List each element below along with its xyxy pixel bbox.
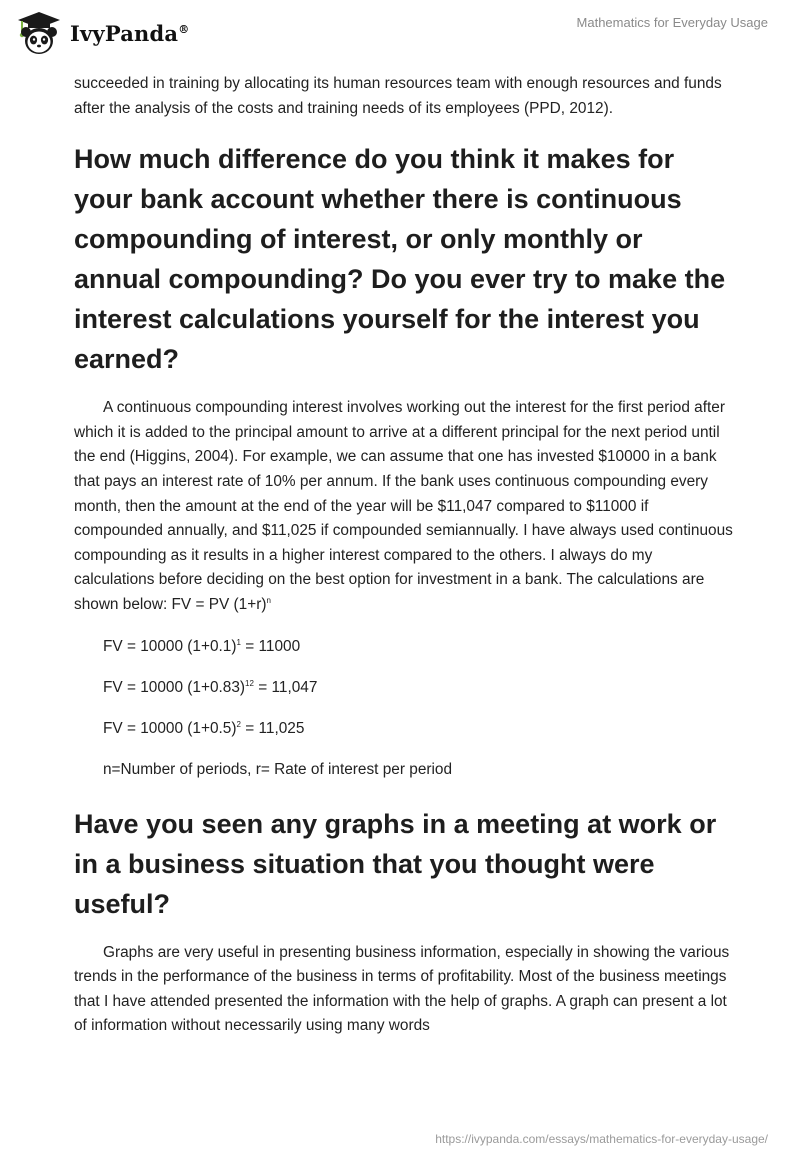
- graphs-paragraph: Graphs are very useful in presenting business information, especially in showing the various trends in the performance of the business in terms of profitability. Most of the business meetings that I have attended presented the information with the help of graphs. A graph can present a lot of information without necessarily using many words: [74, 943, 730, 1035]
- page-header: [0, 0, 800, 70]
- source-url[interactable]: https://ivypanda.com/essays/mathematics-for-everyday-usage/: [435, 1132, 768, 1146]
- brand-logo[interactable]: [14, 8, 189, 58]
- compounding-paragraph: [74, 396, 734, 617]
- question-heading-graphs: Have you seen any graphs in a meeting at work or in a business situation that you thought were useful?: [74, 808, 717, 919]
- document-title: Mathematics for Everyday Usage: [576, 15, 768, 30]
- question-heading-compounding: How much difference do you think it makes for your bank account whether there is continuous compounding of interest, or only monthly or annual compounding? Do you ever try to make the interest calculations yourself for the interest you earned?: [74, 144, 726, 375]
- essay-content: [74, 72, 734, 1039]
- intro-paragraph: succeeded in training by allocating its human resources team with enough resources and funds after the analysis of the costs and training needs of its employees (PPD, 2012).: [74, 75, 722, 117]
- compounding-paragraph-text: A continuous compounding interest involves working out the interest for the first period after which it is added to the principal amount to arrive at a different principal for the next period until the end (Higgins, 2004). For example, we can assume that one has invested $10000 in a bank that pays an interest rate of 10% per annum. If the bank uses continuous compounding every month, then the amount at the end of the year will be $11,047 compared to $11000 if compounded annually, and $11,025 if compounded semiannually. I have always used continuous compounding as it results in a higher interest compared to the others. I always do my calculations before deciding on the best option for investment in a bank. The calculations are shown below: FV = PV (1+r): [74, 399, 733, 613]
- panda-logo-icon: [14, 10, 64, 56]
- variables-legend: n=Number of periods, r= Rate of interest per period: [103, 760, 453, 778]
- fv-exponent: n: [266, 595, 271, 605]
- formula-annual: FV = 10000 $(1+0.1)^1 = 11000$: [103, 637, 301, 655]
- formula-semiannual: FV = 10000 $(1+0.5)^2 = 11,025$: [103, 719, 305, 737]
- formula-monthly: FV = 10000 $(1+0.83)^{12} = 11,047$: [103, 678, 318, 696]
- brand-name: IvyPanda®: [70, 20, 190, 46]
